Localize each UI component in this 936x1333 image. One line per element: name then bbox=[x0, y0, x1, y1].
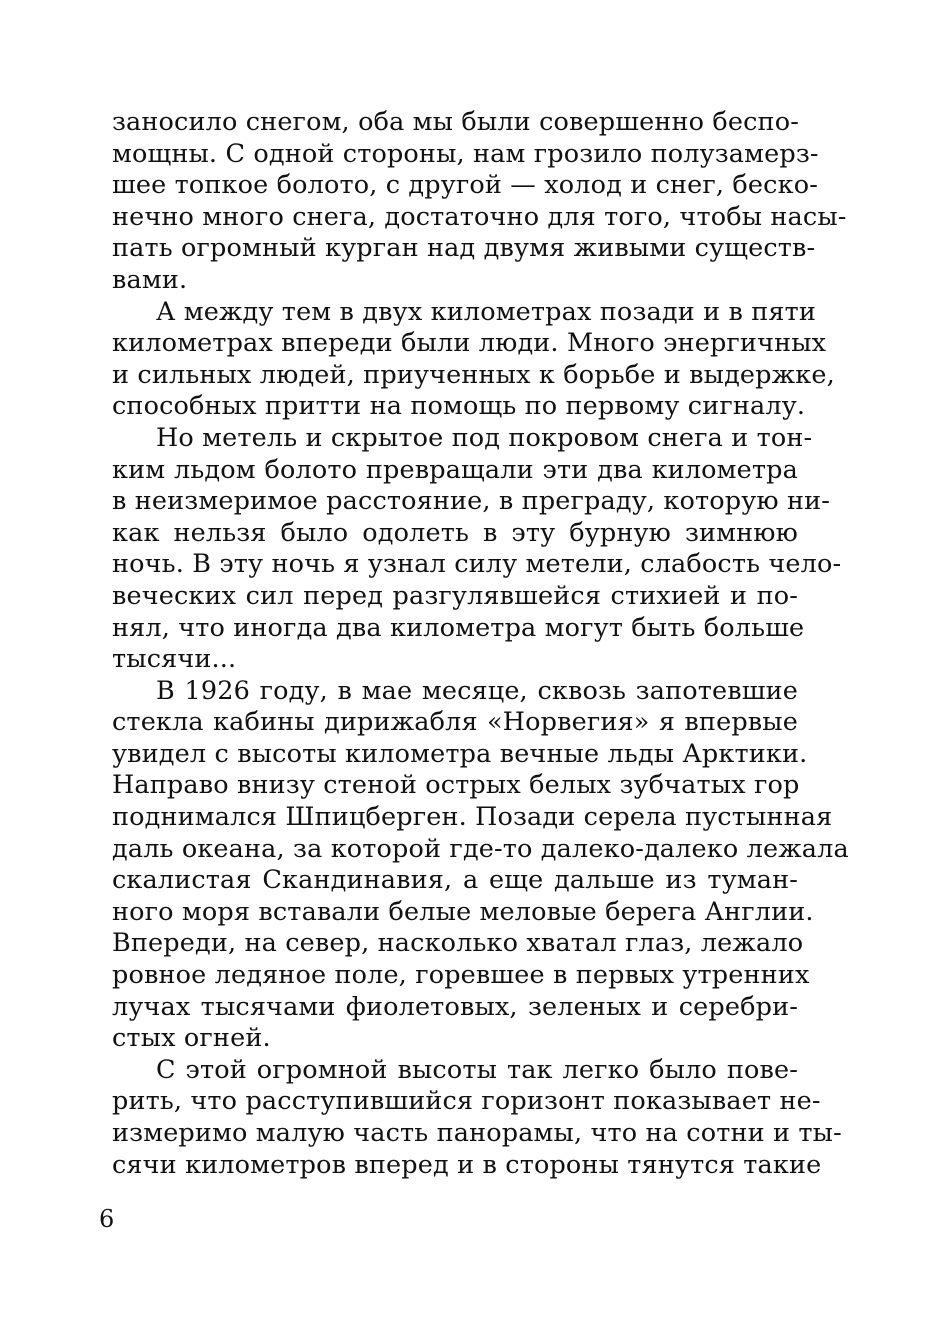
text-line: Направо внизу стеной острых белых зубчатых гор bbox=[112, 770, 800, 801]
text-line: мощны. С одной стороны, нам грозило полузамерз- bbox=[112, 138, 819, 169]
text-line: В 1926 году, в мае месяце, сквозь запотевшие bbox=[156, 675, 798, 706]
text-line: С этой огромной высоты так легко было пове- bbox=[156, 1054, 798, 1085]
text-line: рить, что расступившийся горизонт показывает не- bbox=[112, 1086, 821, 1117]
text-line: ким льдом болото превращали эти два километра bbox=[112, 454, 798, 485]
text-line: заносило снегом, оба мы были совершенно беспо- bbox=[112, 107, 799, 137]
paragraph-4 bbox=[112, 675, 849, 1055]
paragraph-5 bbox=[112, 1054, 842, 1181]
text-line: ровное ледяное поле, горевшее в первых утренних bbox=[112, 960, 810, 991]
text-line: как нельзя было одолеть в эту бурную зимнюю bbox=[112, 517, 798, 548]
body-text bbox=[112, 107, 849, 1181]
paragraph-2 bbox=[112, 296, 835, 423]
paragraph-1 bbox=[112, 107, 847, 297]
text-line: увидел с высоты километра вечные льды Арктики. bbox=[112, 738, 808, 769]
text-line: и сильных людей, приученных к борьбе и выдержке, bbox=[112, 359, 835, 390]
text-line: шее топкое болото, с другой — холод и снег, беско- bbox=[112, 170, 818, 201]
text-line: стых огней. bbox=[112, 1023, 271, 1054]
text-line: поднимался Шпицберген. Позади серела пустынная bbox=[112, 802, 833, 833]
text-line: ного моря вставали белые меловые берега Англии. bbox=[112, 896, 814, 927]
text-line: сячи километров вперед и в стороны тянутся такие bbox=[112, 1149, 822, 1180]
paragraph-3 bbox=[112, 422, 842, 676]
text-line: даль океана, за которой где-то далеко-далеко лежала bbox=[112, 833, 849, 864]
page-number: 6 bbox=[99, 1205, 115, 1233]
text-line: в неизмеримое расстояние, в преграду, которую ни- bbox=[112, 486, 831, 517]
text-line: вами. bbox=[112, 264, 188, 295]
text-line: А между тем в двух километрах позади и в пяти bbox=[156, 296, 817, 327]
text-line: нял, что иногда два километра могут быть больше bbox=[112, 612, 805, 643]
text-line: скалистая Скандинавия, а еще дальше из туман- bbox=[112, 865, 798, 896]
text-line: пать огромный курган над двумя живыми существ- bbox=[112, 233, 816, 264]
text-line: Но метель и скрытое под покровом снега и тон- bbox=[156, 422, 813, 453]
text-line: способных притти на помощь по первому сигналу. bbox=[112, 391, 806, 422]
text-line: Впереди, на север, насколько хватал глаз, лежало bbox=[112, 928, 804, 959]
text-line: веческих сил перед разгулявшейся стихией и по- bbox=[112, 580, 798, 611]
text-line: измеримо малую часть панорамы, что на сотни и ты- bbox=[112, 1118, 842, 1148]
text-line: километрах впереди были люди. Много энергичных bbox=[112, 328, 827, 359]
text-line: нечно много снега, достаточно для того, чтобы насы- bbox=[112, 201, 847, 232]
text-line: стекла кабины дирижабля «Норвегия» я впервые bbox=[112, 707, 798, 738]
text-line: ночь. В эту ночь я узнал силу метели, слабость чело- bbox=[112, 549, 842, 580]
text-line: лучах тысячами фиолетовых, зеленых и серебри- bbox=[112, 991, 798, 1022]
text-line: тысячи... bbox=[112, 644, 237, 675]
